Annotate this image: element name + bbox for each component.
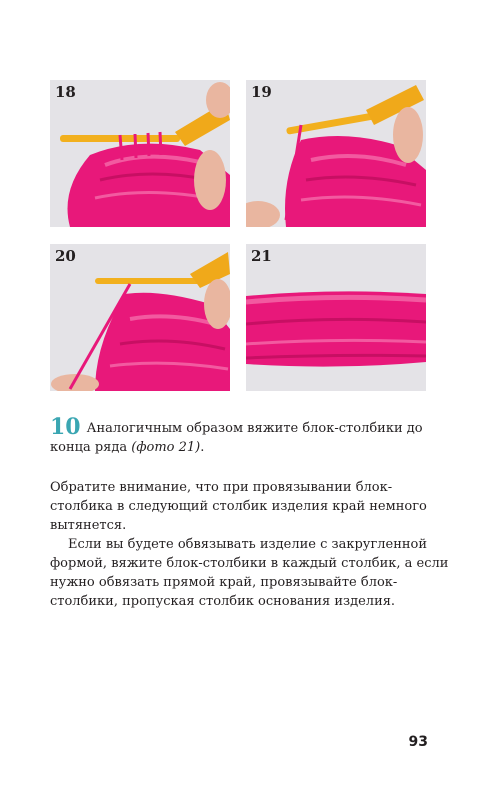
crochet-photo-19 [246, 80, 426, 227]
photo-19 [246, 80, 426, 227]
photo-20 [50, 244, 230, 391]
note-paragraph-1: Обратите внимание, что при провязывании блок-столбика в следующий столбик изделия край немного вытянется. [50, 480, 427, 533]
photo-21 [246, 244, 426, 391]
step-text: Аналогичным образом вяжите блок-столбики до конца ряда [50, 421, 423, 455]
photo-number: 18 [55, 83, 76, 101]
page-number: 93 [408, 734, 428, 750]
crochet-photo-21 [246, 244, 426, 391]
crochet-photo-18 [50, 80, 230, 227]
step-number: 10 [50, 414, 81, 440]
photo-18 [50, 80, 230, 227]
crochet-photo-20 [50, 244, 230, 391]
photo-reference: (фото 21) [131, 440, 201, 455]
photo-number: 20 [55, 247, 76, 265]
note-paragraph-2: Если вы будете обвязывать изделие с закругленной формой, вяжите блок-столбики в каждый столбик, а если нужно обвязать прямой край, провязывайте блок-столбики, пропуская столбик основания изделия. [50, 537, 449, 609]
photo-number: 21 [251, 247, 272, 265]
step-text-end: . [200, 440, 205, 455]
note-block [50, 478, 450, 611]
step-10 [50, 414, 450, 457]
photo-number: 19 [251, 83, 272, 101]
